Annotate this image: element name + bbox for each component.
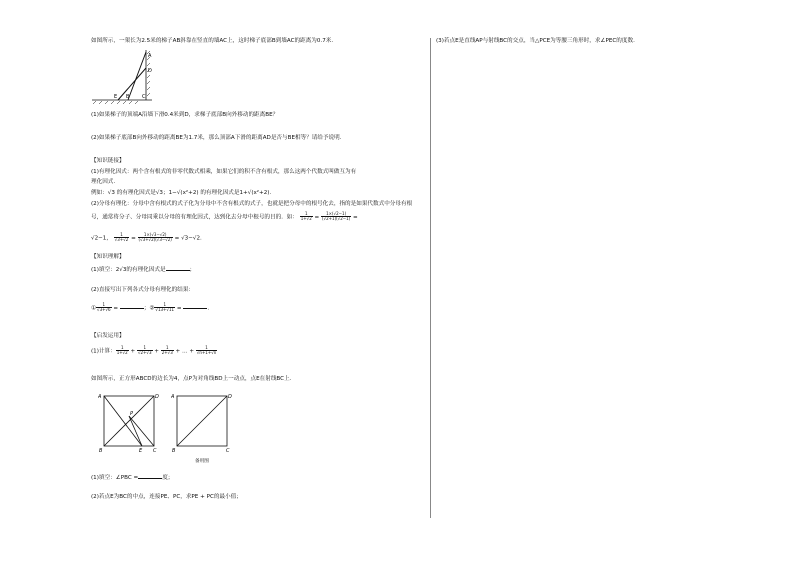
u2-fraction-2-den: √13+√11 <box>155 307 175 313</box>
square-label-d: D <box>155 394 159 400</box>
fraction-1-eq: = <box>312 214 322 221</box>
link-2c-text: √2−1， <box>91 235 112 242</box>
fraction-3-eq: = <box>129 235 138 242</box>
understanding-q1-end: ； <box>189 267 196 273</box>
u2-fraction-1-num: 1 <box>96 303 112 308</box>
series-term-1 <box>116 346 129 356</box>
fraction-3-den: √3+√2 <box>114 237 129 243</box>
series-term-3-den: 2+√3 <box>161 350 173 356</box>
square-label-p: P <box>130 411 134 417</box>
circled-one: ① <box>91 305 97 312</box>
u2-eq-1: = <box>111 305 120 312</box>
understanding-q1 <box>91 265 195 274</box>
ladder-figure <box>92 48 154 106</box>
understanding-q2-items <box>91 303 209 313</box>
knowledge-link-1a: (1)有理化因式：两个含有根式的非零代数式相乘，如果它们的积不含有根式，那么这两个代数式叫做互为有 <box>91 169 357 175</box>
series-term-3-num: 1 <box>161 346 174 351</box>
square-figure <box>98 390 160 456</box>
u2-separator: ；② <box>143 305 155 312</box>
square-label-b: B <box>99 448 103 454</box>
fraction-4-num: 1×(√3−√2) <box>138 233 173 238</box>
knowledge-link-2b <box>91 212 358 222</box>
example-root-x2-b: √(x²+2) <box>247 190 270 196</box>
fraction-1-den: 1+√2 <box>300 216 312 222</box>
answer-blank[interactable] <box>166 265 190 271</box>
example-sqrt3: √3 <box>155 190 163 196</box>
understanding-q2: (2)直接写出下列各式分母有理化的结果： <box>91 287 195 293</box>
square-label-e: E <box>139 448 143 454</box>
u2-fraction-1 <box>96 303 112 313</box>
series-term-n-den: √n+1+√n <box>196 350 217 356</box>
understanding-header: 【知识理解】 <box>91 254 125 260</box>
fraction-3 <box>114 233 130 243</box>
answer-blank[interactable] <box>138 473 162 479</box>
series-term-n <box>196 346 217 356</box>
square-intro: 如图所示，正方形ABCD的边长为4，点P为对角线BD上一动点，点E在射线BC上. <box>91 376 292 382</box>
knowledge-link-header: 【知识链接】 <box>91 158 125 164</box>
series-term-2 <box>137 346 153 356</box>
ladder-label-b: B <box>126 94 130 100</box>
square-question-3: (3)若点E是直线AP与射线BC的交点，当△PCE为等腰三角形时，求∠PEC的度数. <box>436 38 635 44</box>
series-term-2-den: √2+√3 <box>137 350 152 356</box>
fraction-4-den: (√3+√2)(√3−√2) <box>138 237 172 243</box>
link-2b-text: 号，通常将分子、分母同乘以分母的有理化因式，达到化去分母中根号的目的．如： <box>91 214 298 221</box>
square-q1-end: 度； <box>162 475 174 481</box>
series-term-n-num: 1 <box>196 346 217 351</box>
series-plus-2: + <box>152 348 161 355</box>
example-factor-lead: 的有理化因式是1+ <box>198 190 248 196</box>
ladder-question-1: (1)如果梯子的顶端A沿墙下滑0.4米到D，求梯子底部B向外移动的距离BE？ <box>91 112 279 118</box>
fraction-2-num: 1×(√2−1) <box>321 212 351 217</box>
square-question-1 <box>91 473 173 482</box>
fraction-4 <box>138 233 173 243</box>
u2-eq-2: = <box>175 305 184 312</box>
knowledge-link-1b: 理化因式. <box>91 179 116 185</box>
knowledge-link-2c <box>91 233 202 243</box>
ladder-question-2: (2)如果梯子底部B向外移动的距离BE为1.7米，那么顶部A下滑的距离AD是否与BE相等？请给予说明. <box>91 135 342 141</box>
ladder-intro: 如图所示，一架长为2.5米的梯子AB斜靠在竖直的墙AC上，这时梯子底部B到墙AC的距离为0.7米. <box>91 38 334 44</box>
ladder-label-c: C <box>142 94 146 100</box>
example-sqrt3-lead: √3 的有理化因式是 <box>107 190 156 196</box>
column-divider <box>430 38 431 518</box>
square-label-a: A <box>98 394 102 400</box>
rationalize-example <box>91 190 271 197</box>
u2-fraction-2 <box>154 303 175 313</box>
u2-fraction-1-den: √3+√6 <box>97 307 111 313</box>
example-root-x2: √(x²+2) <box>176 190 199 196</box>
spare-label-a: A <box>171 394 175 400</box>
answer-blank[interactable] <box>183 303 210 312</box>
series-term-1-den: 1+√2 <box>116 350 128 356</box>
spare-label-b: B <box>172 448 176 454</box>
u2-end: . <box>207 305 210 312</box>
spare-label-d: D <box>228 394 232 400</box>
fraction-1-num: 1 <box>300 212 313 217</box>
spare-label-c: C <box>226 448 230 454</box>
fraction-2-den: (√2+1)(√2−1) <box>322 216 351 222</box>
series-term-3 <box>161 346 174 356</box>
u2-fraction-2-num: 1 <box>154 303 175 308</box>
fraction-2-eq: = <box>351 214 358 221</box>
square-q1-text: (1)填空：∠PBC = <box>91 475 139 481</box>
fraction-2 <box>321 212 351 222</box>
apply-q1 <box>91 346 217 356</box>
knowledge-link-2a: (2)分母有理化：分母中含有根式的式子化为分母中不含有根式的式子，也就是把分母中的根号化去，指的是如果代数式中分母有根 <box>91 201 413 207</box>
spare-caption: 备用图 <box>195 459 209 464</box>
series-term-2-num: 1 <box>137 346 153 351</box>
example-period: . <box>269 190 272 196</box>
example-prefix: 例如： <box>91 190 108 196</box>
apply-q1-text: (1)计算： <box>91 348 116 355</box>
fraction-3-num: 1 <box>114 233 130 238</box>
ladder-label-a: A <box>148 53 152 59</box>
series-plus-1: + <box>128 348 137 355</box>
square-question-2: (2)若点E为BC的中点，连接PE、PC，求PE + PC的最小值； <box>91 494 242 500</box>
link-2d-text: = √3−√2. <box>172 235 202 242</box>
example-one-minus: ；1− <box>162 190 177 196</box>
series-term-1-num: 1 <box>116 346 129 351</box>
fraction-1 <box>300 212 313 222</box>
apply-header: 【启发运用】 <box>91 333 125 339</box>
understanding-q1-text: (1)填空：2√3的有理化因式是 <box>91 267 166 273</box>
ladder-label-e: E <box>114 94 118 100</box>
square-figure-spare <box>171 390 233 466</box>
square-label-c: C <box>153 448 157 454</box>
answer-blank[interactable] <box>120 303 144 309</box>
series-dots: + … + <box>173 348 196 355</box>
ladder-label-d: D <box>148 68 152 74</box>
